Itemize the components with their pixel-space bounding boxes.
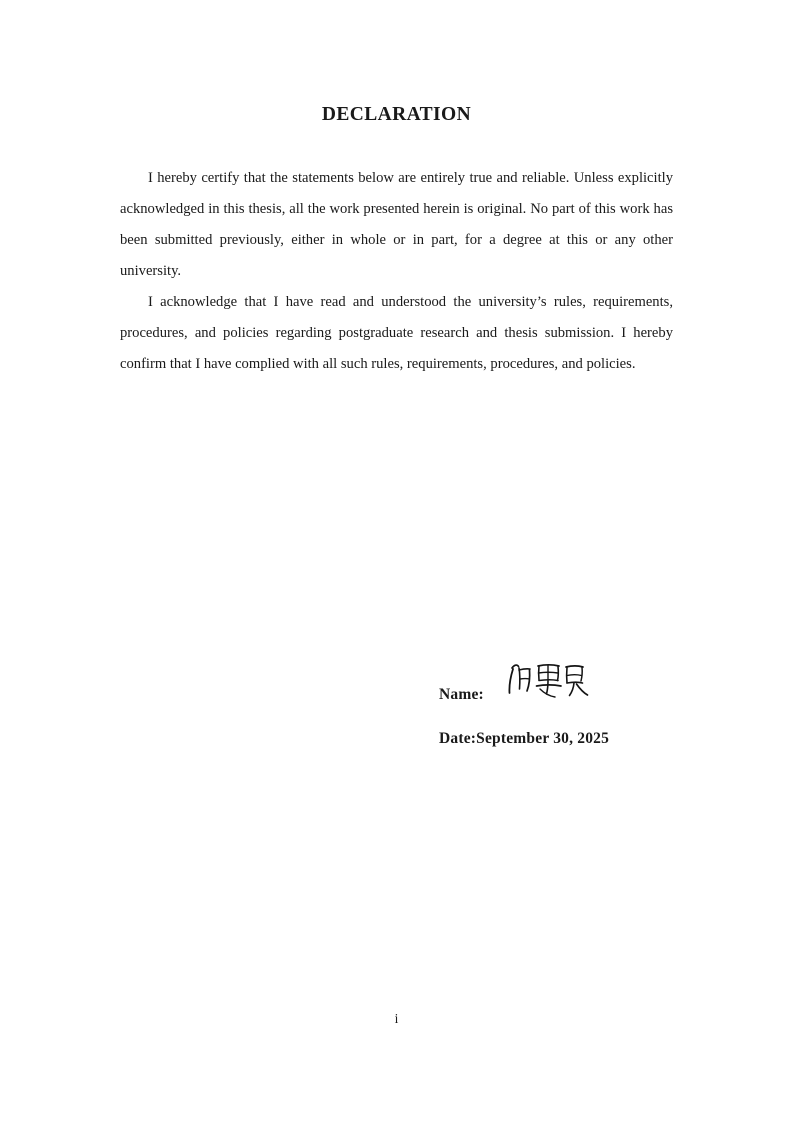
page-number: i — [394, 1011, 399, 1026]
signature-block — [439, 686, 739, 748]
handwritten-signature-icon — [505, 658, 589, 702]
date-line: Date:September 30, 2025 — [439, 730, 610, 747]
name-label: Name: — [439, 686, 484, 703]
declaration-body — [120, 163, 673, 380]
declaration-paragraph-2: I acknowledge that I have read and understood the university’s rules, requirements, procedures, and policies regarding postgraduate research and thesis submission. I hereby confirm that I have complied with all such rules, requirements, procedures, and policies. — [120, 294, 673, 372]
declaration-paragraph-1: I hereby certify that the statements below are entirely true and reliable. Unless explicitly acknowledged in this thesis, all the work presented herein is original. No part of this work has been submitted previously, either in whole or in part, for a degree at this or any other university. — [120, 170, 673, 279]
page-title: DECLARATION — [321, 104, 472, 125]
name-row — [439, 686, 739, 730]
